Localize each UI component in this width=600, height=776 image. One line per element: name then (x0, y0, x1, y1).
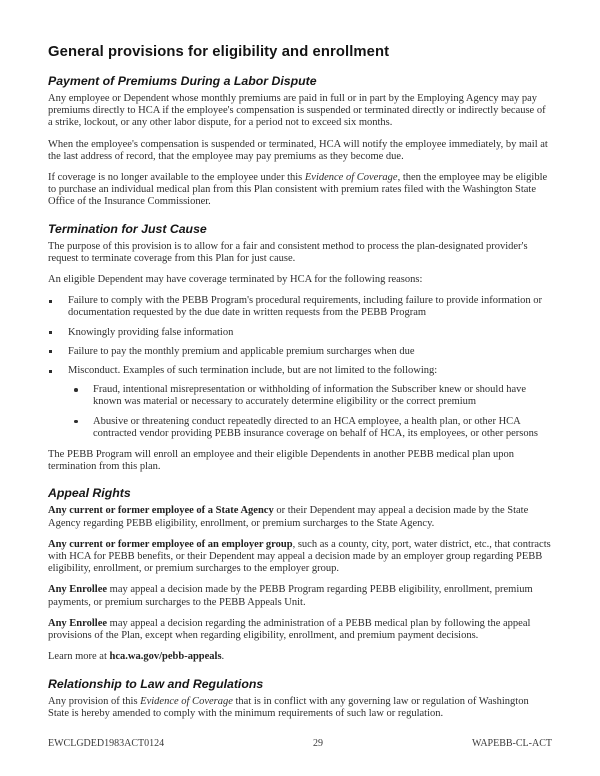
section-termination (48, 222, 552, 474)
termination-reasons-list (48, 295, 552, 440)
appeal-paragraph-enrollee-1 (48, 584, 552, 608)
labor-dispute-paragraph-2: When the employee's compensation is suspended or terminated, HCA will notify the employee immediately, by mail at the last address of record, that the employee may pay premiums as they become due. (48, 138, 548, 162)
sub-list-item-text: Abusive or threatening conduct repeatedly directed to an HCA employee, a health plan, or other HCA contracted vendor providing PEBB insurance coverage on behalf of HCA, its employees, or other persons (93, 415, 538, 439)
paragraph-text: may appeal a decision regarding the administration of a PEBB medical plan by following the appeal provisions of the Plan, except when regarding eligibility, enrollment, and premium payment decisions. (48, 617, 531, 642)
list-item-text: Knowingly providing false information (68, 326, 234, 338)
labor-dispute-paragraph-3 (48, 172, 552, 209)
paragraph-text: , then the employee may be eligible to purchase an individual medical plan from this Plan consistent with premium rates filed with the Washington State Office of the Insurance Commissioner. (48, 172, 548, 208)
list-item (48, 327, 552, 339)
paragraph-text: that is in conflict with any governing law or regulation of Washington State is hereby amended to comply with the minimum requirements of such law or regulation. (48, 695, 529, 719)
list-item-text: Failure to comply with the PEBB Program's procedural requirements, including failure to provide information or documentation requested by the due date in written requests from the PEBB Program (68, 295, 542, 319)
learn-more-paragraph (48, 651, 552, 663)
list-item-text: Misconduct. Examples of such termination include, but are not limited to the following: (68, 365, 438, 377)
footer-page-number: 29 (313, 738, 324, 749)
footer-plan-code: WAPEBB-CL-ACT (471, 738, 552, 749)
list-item (48, 295, 552, 319)
square-bullet-icon (48, 365, 68, 377)
heading-termination: Termination for Just Cause (48, 221, 207, 236)
termination-paragraph-2: An eligible Dependent may have coverage terminated by HCA for the following reasons: (48, 274, 423, 286)
round-bullet-icon (73, 416, 93, 440)
evidence-of-coverage-italic: Evidence of Coverage (140, 695, 233, 707)
round-bullet-icon (73, 384, 93, 408)
evidence-of-coverage-italic: Evidence of Coverage (304, 172, 398, 184)
appeal-paragraph-state-agency (48, 505, 552, 529)
section-law-regulations (48, 677, 552, 720)
square-bullet-icon (48, 295, 68, 319)
footer-document-code: EWCLGDED1983ACT0124 (48, 738, 165, 749)
bold-lead-in: Any Enrollee (48, 584, 108, 596)
document-page (48, 44, 552, 729)
list-item (48, 346, 552, 358)
bold-lead-in: Any current or former employee of a State Agency (48, 505, 274, 517)
list-item (48, 365, 552, 377)
paragraph-text: . (221, 651, 225, 663)
section-appeal-rights (48, 486, 552, 663)
list-item-text: Failure to pay the monthly premium and applicable premium surcharges when due (68, 345, 415, 357)
labor-dispute-paragraph-1: Any employee or Dependent whose monthly premiums are paid in full or in part by the Employing Agency may pay premiums directly to HCA if the employee's compensation is suspended or terminated directly or indirectly because of a strike, lockout, or any other labor dispute, for a period not to exceed six months. (48, 93, 546, 129)
appeal-paragraph-employer-group (48, 539, 552, 576)
heading-law-regulations: Relationship to Law and Regulations (48, 676, 264, 691)
square-bullet-icon (48, 327, 68, 339)
page-title: General provisions for eligibility and enrollment (48, 44, 390, 60)
paragraph-text: If coverage is no longer available to the employee under this (48, 172, 305, 184)
termination-paragraph-3: The PEBB Program will enroll an employee and their eligible Dependents in another PEBB medical plan upon termination from this plan. (48, 449, 514, 473)
sub-list-item (73, 384, 552, 408)
paragraph-text: may appeal a decision made by the PEBB Program regarding PEBB eligibility, enrollment, premium payments, or premium surcharges to the PEBB Appeals Unit. (48, 584, 533, 608)
bold-lead-in: Any current or former employee of an employer group (48, 538, 293, 550)
section-labor-dispute (48, 74, 552, 209)
appeal-paragraph-enrollee-2 (48, 618, 552, 642)
paragraph-text: Any provision of this (48, 695, 141, 707)
heading-appeal-rights: Appeal Rights (48, 486, 131, 501)
termination-paragraph-1: The purpose of this provision is to allow for a fair and consistent method to process the plan-designated provider's request to terminate coverage from this Plan for just cause. (48, 240, 528, 264)
sub-list-item-text: Fraud, intentional misrepresentation or withholding of information the Subscriber knew or should have known was material or necessary to accurately determine eligibility or the correct premium (93, 384, 527, 408)
sub-list-item (73, 416, 552, 440)
bold-lead-in: Any Enrollee (48, 617, 108, 629)
paragraph-text: , such as a county, city, port, water district, etc., that contracts with HCA for PEBB benefits, or their Dependent may appeal a decision made by an employer group regarding PEBB eligibility, enrollment, or premium surcharges to the employer group. (48, 538, 551, 575)
heading-labor-dispute: Payment of Premiums During a Labor Dispute (48, 74, 317, 88)
law-regulations-paragraph (48, 696, 552, 720)
paragraph-text: Learn more at (48, 651, 110, 663)
paragraph-text: or their Dependent may appeal a decision made by the State Agency regarding PEBB eligibility, enrollment, or premium surcharges to the State Agency. (48, 505, 529, 529)
pebb-appeals-url: hca.wa.gov/pebb-appeals (109, 651, 222, 663)
page-footer (48, 738, 552, 749)
square-bullet-icon (48, 346, 68, 358)
